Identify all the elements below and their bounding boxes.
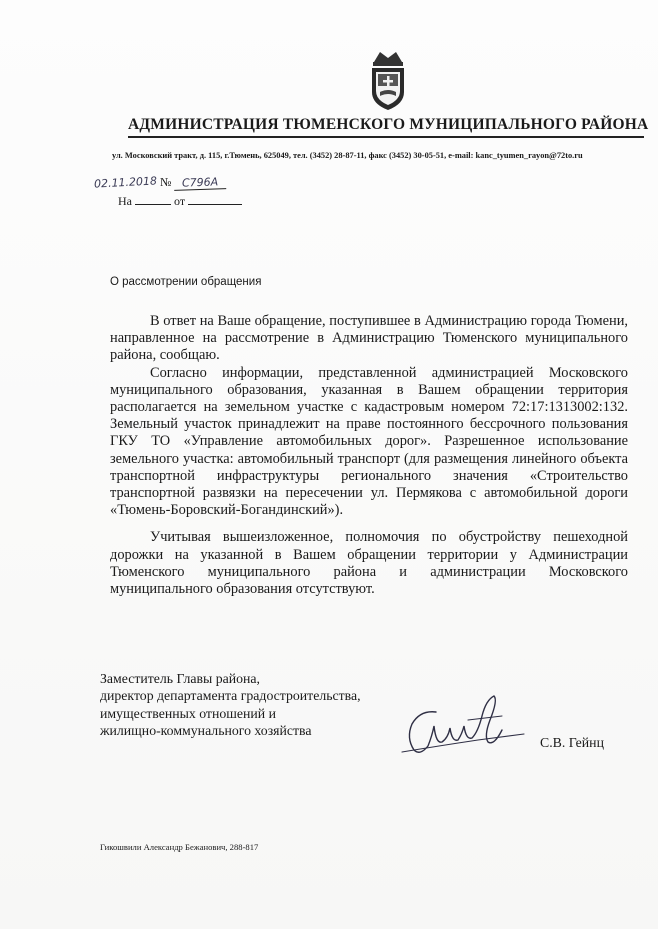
registration-date: 02.11.2018	[93, 174, 158, 191]
reference-na-label: На	[118, 194, 132, 208]
organization-contacts: ул. Московский тракт, д. 115, г.Тюмень, 625049, тел. (3452) 28-87-11, факс (3452) 30-05-51, e-mail: kanc_tyumen_rayon@72to.ru	[112, 151, 583, 160]
signatory-line-2: директор департамента градостроительства,	[100, 688, 361, 704]
body-paragraph-2: Согласно информации, представленной администрацией Московского муниципального образования, указанная в Вашем обращении территория располагается на земельном участке с кадастровым номером 72:17:1313002:132. Земельный участок принадлежит на праве постоянного бессрочного пользования ГКУ ТО «Управление автомобильных дорог». Разрешенное использование земельного участка: автомобильный транспорт (для размещения линейного объекта транспортной инфраструктуры регионального значения «Строительство транспортной развязки на пересечении ул. Пермякова с автомобильной дороги «Тюмень-Боровский-Богандинский»).	[110, 364, 628, 519]
executor-info: Гикошвили Александр Бежанович, 288-817	[100, 842, 259, 852]
signatory-line-1: Заместитель Главы района,	[100, 671, 260, 686]
registration-line	[94, 175, 227, 190]
reference-number-blank	[135, 193, 171, 205]
handwritten-signature	[398, 690, 528, 760]
reference-line	[118, 193, 242, 209]
signatory-name: С.В. Гейнц	[540, 735, 604, 750]
coat-of-arms-icon	[366, 48, 410, 112]
letter-subject: О рассмотрении обращения	[110, 276, 262, 288]
signatory-line-4: жилищно-коммунального хозяйства	[100, 723, 312, 739]
registration-number: С796А	[174, 175, 227, 191]
signatory-position	[100, 670, 361, 740]
registration-number-label: №	[159, 175, 172, 189]
reference-date-blank	[188, 193, 242, 205]
signatory-line-3: имущественных отношений и	[100, 705, 276, 721]
body-paragraph-1: В ответ на Ваше обращение, поступившее в Администрацию города Тюмени, направленное на рассмотрение в Администрацию Тюменского муниципального района, сообщаю.	[110, 313, 628, 364]
header-rule	[128, 136, 644, 138]
organization-title: АДМИНИСТРАЦИЯ ТЮМЕНСКОГО МУНИЦИПАЛЬНОГО РАЙОНА	[128, 116, 649, 133]
body-paragraph-3: Учитывая вышеизложенное, полномочия по обустройству пешеходной дорожки на указанной в Вашем обращении территории у Администрации Тюменского муниципального района и администрации Московского муниципального образования отсутствуют.	[110, 529, 628, 598]
reference-ot-label: от	[174, 194, 186, 208]
letter-body	[110, 313, 628, 598]
